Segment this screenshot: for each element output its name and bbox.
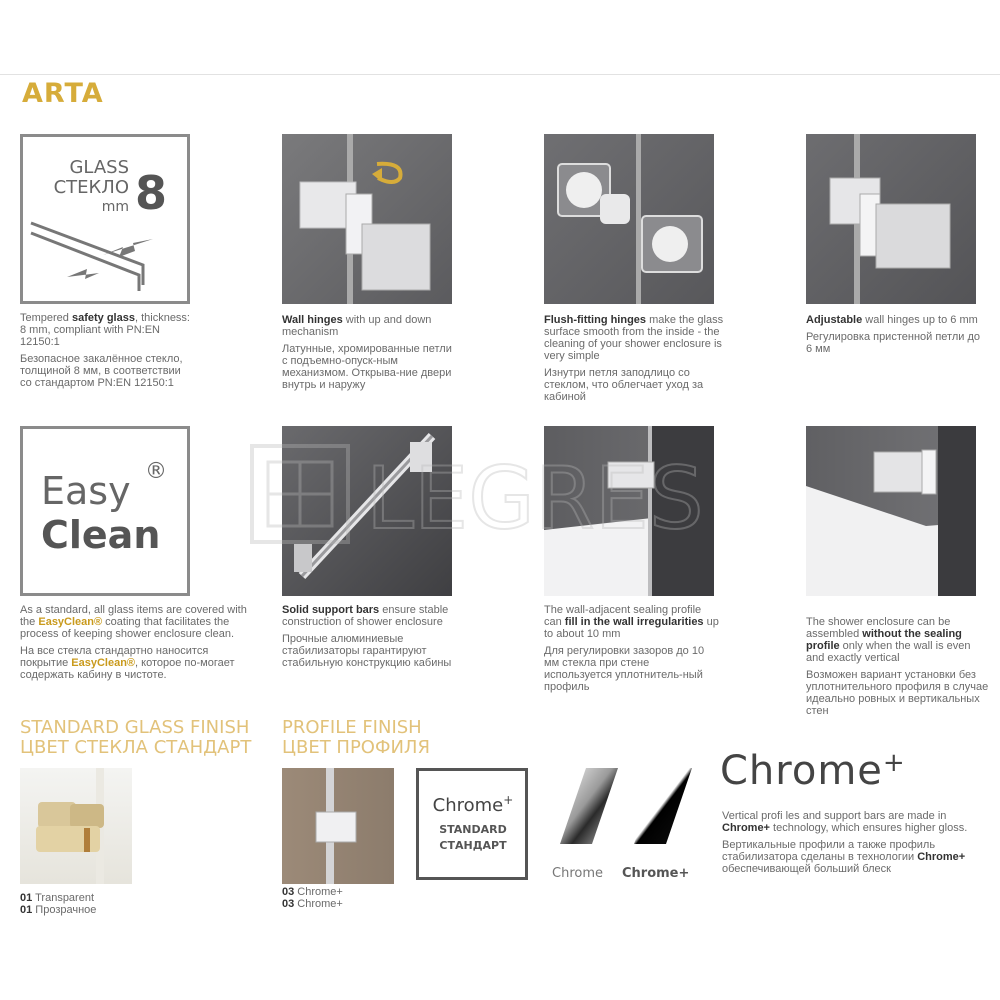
glass-finish-title <box>20 718 251 758</box>
no-profile-illustration <box>806 426 976 596</box>
adjustable-hinge-photo <box>806 134 976 304</box>
glass-finish-title-en: STANDARD GLASS FINISH <box>20 717 250 738</box>
top-divider <box>0 74 1000 75</box>
glass-thickness-diagram <box>23 137 187 301</box>
caption-support-bars <box>282 604 458 669</box>
glass-finish-en: 01 Transparent <box>20 892 95 904</box>
chrome-plus-label: Chrome+ <box>622 866 690 881</box>
profile-finish-ru: 03 Chrome+ <box>282 898 343 910</box>
badge-line-1: STANDARD <box>439 823 507 836</box>
caption-en: As a standard, all glass items are covered with the EasyClean® coating that facilitates the process of keeping shower enclosure clean. <box>20 604 247 640</box>
caption-en: The shower enclosure can be assembled without the sealing profile only when the wall is even and exactly vertical <box>806 616 971 664</box>
wall-hinge-illustration <box>282 134 452 304</box>
watermark-text: LEGRES <box>366 449 704 549</box>
caption-ru: Для регулировки зазоров до 10 мм стекла при стене используется уплотнитель-ный профиль <box>544 645 705 693</box>
caption-ru: На все стекла стандартно наносится покрытие EasyClean®, которое по-могает содержать кабину в чистоте. <box>20 645 235 681</box>
caption-flush-hinges <box>544 314 724 403</box>
chrome-plus-swatch <box>634 768 692 844</box>
glass-thickness-icon <box>20 134 190 304</box>
caption-easyclean <box>20 604 252 681</box>
profile-sample-photo <box>282 768 394 884</box>
profile-finish-title <box>282 718 430 758</box>
chrome-plus-logo: Chrome+ <box>720 748 906 794</box>
profile-finish-en: 03 Chrome+ <box>282 886 343 898</box>
caption-chrome-plus <box>722 810 984 875</box>
easyclean-reg: ® <box>145 459 167 484</box>
caption-en: Solid support bars ensure stable construction of shower enclosure <box>282 604 449 628</box>
sealing-profile-illustration <box>544 426 714 596</box>
caption-en: Tempered safety glass, thickness: 8 mm, compliant with PN:EN 12150:1 <box>20 312 190 348</box>
easyclean-logo-box <box>20 426 190 596</box>
caption-ru: Прочные алюминиевые стабилизаторы гарантируют стабильную конструкцию кабины <box>282 633 452 669</box>
profile-hinge-illustration <box>282 768 394 884</box>
glass-unit: mm <box>101 199 129 215</box>
badge-title: Chrome+ <box>432 793 514 816</box>
badge-line-2: СТАНДАРТ <box>439 839 507 852</box>
profile-finish-title-ru: ЦВЕТ ПРОФИЛЯ <box>282 737 430 758</box>
caption-en: Vertical profi les and support bars are made in Chrome+ technology, which ensures higher gloss. <box>722 810 968 834</box>
glass-finish-ru: 01 Прозрачное <box>20 904 97 916</box>
caption-ru: Вертикальные профили а также профиль стабилизатора сделаны в технологии Chrome+ обеспечивающей больший блеск <box>722 839 966 875</box>
caption-safety-glass <box>20 312 190 389</box>
glass-label-ru: СТЕКЛО <box>53 177 129 198</box>
chrome-swatch <box>560 768 618 844</box>
caption-wall-hinges <box>282 314 452 391</box>
profile-finish-option <box>282 886 412 910</box>
flush-hinge-illustration <box>544 134 714 304</box>
support-bar-photo <box>282 426 452 596</box>
caption-en: The wall-adjacent sealing profile can fill in the wall irregularities up to about 10 mm <box>544 604 719 640</box>
flush-hinge-photo <box>544 134 714 304</box>
glass-label: GLASS <box>69 157 129 178</box>
caption-adjustable-hinges <box>806 314 982 355</box>
caption-en: Wall hinges with up and down mechanism <box>282 314 432 338</box>
glass-finish-title-ru: ЦВЕТ СТЕКЛА СТАНДАРТ <box>20 737 252 758</box>
profile-finish-title-en: PROFILE FINISH <box>282 717 422 738</box>
sealing-profile-photo <box>544 426 714 596</box>
caption-no-profile <box>806 616 990 717</box>
rotate-arrow-icon <box>372 168 382 182</box>
caption-sealing-profile <box>544 604 720 693</box>
no-profile-photo <box>806 426 976 596</box>
arrow-right-icon <box>67 269 99 279</box>
caption-en: Adjustable wall hinges up to 6 mm <box>806 314 978 326</box>
caption-ru: Изнутри петля заподлицо со стеклом, что облегчает уход за кабиной <box>544 367 704 403</box>
adjustable-hinge-illustration <box>806 134 976 304</box>
chrome-swatches <box>556 766 706 846</box>
caption-ru: Возможен вариант установки без уплотнительного профиля в случае идеально ровных и вертикальных стен <box>806 669 989 717</box>
support-bar-illustration <box>282 426 452 596</box>
caption-ru: Безопасное закалённое стекло, толщиной 8 мм, в соответствии со стандартом PN:EN 12150:1 <box>20 353 183 389</box>
easyclean-clean: Clean <box>41 513 161 557</box>
soap-bars-illustration <box>20 768 132 884</box>
wall-hinge-photo <box>282 134 452 304</box>
glass-finish-option <box>20 892 150 916</box>
chrome-label: Chrome <box>552 866 603 881</box>
chrome-plus-standard-badge <box>416 768 528 880</box>
easyclean-easy: Easy <box>41 469 131 513</box>
caption-ru: Латунные, хромированные петли с подъемно-опуск-ным механизмом. Открыва-ние двери внутрь и наружу <box>282 343 452 391</box>
glass-value: 8 <box>135 166 168 220</box>
caption-ru: Регулировка пристенной петли до 6 мм <box>806 331 980 355</box>
brand-title: ARTA <box>22 78 104 109</box>
glass-sample-photo <box>20 768 132 884</box>
caption-en: Flush-fitting hinges make the glass surface smooth from the inside - the cleaning of your shower enclosure is very simple <box>544 314 724 362</box>
